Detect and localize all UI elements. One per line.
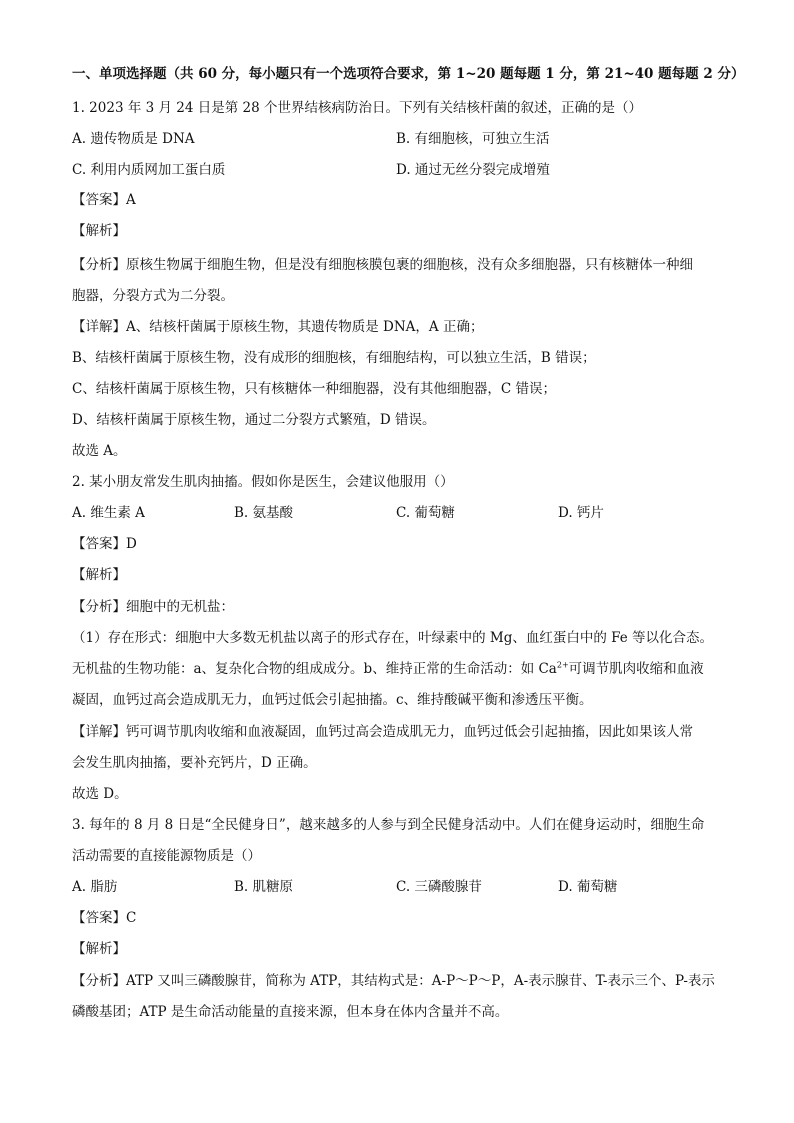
q1-analysis-tag: 【解析】 xyxy=(72,223,126,239)
question-3-stem-1: 3. 每年的 8 月 8 日是“全民健身日”，越来越多的人参与到全民健身活动中。人们在健身运动时，细胞生命 xyxy=(72,817,705,833)
q2-line-1: （1）存在形式：细胞中大多数无机盐以离子的形式存在，叶绿素中的 Mg、血红蛋白中的 Fe 等以化合态。 xyxy=(72,630,714,646)
q1-fenxi-line-2: 胞器，分裂方式为二分裂。 xyxy=(72,288,234,304)
q2-option-a: A. 维生素 A xyxy=(72,505,145,521)
q2-conclusion: 故选 D。 xyxy=(72,786,128,802)
q2-option-d: D. 钙片 xyxy=(558,505,604,521)
answer-tag: 【答案】 xyxy=(72,910,126,926)
q3-fenxi-line-2: 磷酸基团；ATP 是生命活动能量的直接来源，但本身在体内含量并不高。 xyxy=(72,1004,509,1020)
question-1-stem: 1. 2023 年 3 月 24 日是第 28 个世界结核病防治日。下列有关结核杆菌的叙述，正确的是（） xyxy=(72,100,643,116)
q3-option-d: D. 葡萄糖 xyxy=(558,879,618,895)
line-2-part-a: 无机盐的生物功能：a、复杂化合物的组成成分。b、维持正常的生命活动：如 Ca xyxy=(72,661,557,677)
q2-detail-2: 会发生肌肉抽搐，要补充钙片，D 正确。 xyxy=(72,755,317,771)
q2-fenxi-line xyxy=(72,597,234,617)
answer-value: A xyxy=(126,192,136,208)
q3-option-c: C. 三磷酸腺苷 xyxy=(396,879,482,895)
fenxi-text: 细胞中的无机盐： xyxy=(126,599,234,615)
detail-text: 钙可调节肌肉收缩和血液凝固，血钙过高会造成肌无力，血钙过低会引起抽搐，因此如果该人常 xyxy=(126,724,693,740)
q1-option-d: D. 通过无丝分裂完成增殖 xyxy=(396,162,550,178)
q1-option-b: B. 有细胞核，可独立生活 xyxy=(396,131,550,147)
q1-answer-line xyxy=(72,190,136,210)
q2-option-c: C. 葡萄糖 xyxy=(396,505,455,521)
answer-value: C xyxy=(126,910,137,926)
fenxi-tag: 【分析】 xyxy=(72,973,126,989)
q1-detail-a xyxy=(72,317,483,337)
q1-detail-c: C、结核杆菌属于原核生物，只有核糖体一种细胞器，没有其他细胞器，C 错误； xyxy=(72,381,556,397)
section-header: 一、单项选择题（共 60 分，每小题只有一个选项符合要求，第 1~20 题每题 1 分，第 21~40 题每题 2 分） xyxy=(72,66,745,82)
q1-detail-b: B、结核杆菌属于原核生物，没有成形的细胞核，有细胞结构，可以独立生活，B 错误； xyxy=(72,350,596,366)
fenxi-text: ATP 又叫三磷酸腺苷，简称为 ATP，其结构式是：A-P～P～P，A-表示腺苷、T-表示三个、P-表示 xyxy=(126,973,715,989)
xiangjie-tag: 【详解】 xyxy=(72,319,126,335)
q2-line-2 xyxy=(72,659,704,679)
q3-option-b: B. 肌糖原 xyxy=(234,879,294,895)
q2-analysis-tag: 【解析】 xyxy=(72,567,126,583)
fenxi-tag: 【分析】 xyxy=(72,257,126,273)
answer-tag: 【答案】 xyxy=(72,536,126,552)
q3-answer-line xyxy=(72,908,136,928)
ion-charge-superscript: 2+ xyxy=(556,660,569,670)
xiangjie-tag: 【详解】 xyxy=(72,724,126,740)
question-2-stem: 2. 某小朋友常发生肌肉抽搐。假如你是医生，会建议他服用（） xyxy=(72,474,454,490)
q2-option-b: B. 氨基酸 xyxy=(234,505,294,521)
q1-conclusion: 故选 A。 xyxy=(72,443,127,459)
q3-option-a: A. 脂肪 xyxy=(72,879,118,895)
fenxi-tag: 【分析】 xyxy=(72,599,126,615)
q1-option-a: A. 遗传物质是 DNA xyxy=(72,131,195,147)
answer-tag: 【答案】 xyxy=(72,192,126,208)
fenxi-text: 原核生物属于细胞生物，但是没有细胞核膜包裹的细胞核，没有众多细胞器，只有核糖体一种细 xyxy=(126,257,693,273)
detail-text: A、结核杆菌属于原核生物，其遗传物质是 DNA，A 正确； xyxy=(126,319,484,335)
q3-analysis-tag: 【解析】 xyxy=(72,941,126,957)
q3-fenxi-line-1 xyxy=(72,971,715,991)
q2-detail-1 xyxy=(72,722,693,742)
q1-detail-d: D、结核杆菌属于原核生物，通过二分裂方式繁殖，D 错误。 xyxy=(72,412,436,428)
q1-option-c: C. 利用内质网加工蛋白质 xyxy=(72,162,226,178)
line-2-part-b: 可调节肌肉收缩和血液 xyxy=(568,661,704,677)
question-3-stem-2: 活动需要的直接能源物质是（） xyxy=(72,848,261,864)
answer-value: D xyxy=(126,536,137,552)
q1-fenxi-line-1 xyxy=(72,255,693,275)
q2-line-3: 凝固，血钙过高会造成肌无力，血钙过低会引起抽搐。c、维持酸碱平衡和渗透压平衡。 xyxy=(72,692,593,708)
q2-answer-line xyxy=(72,534,137,554)
